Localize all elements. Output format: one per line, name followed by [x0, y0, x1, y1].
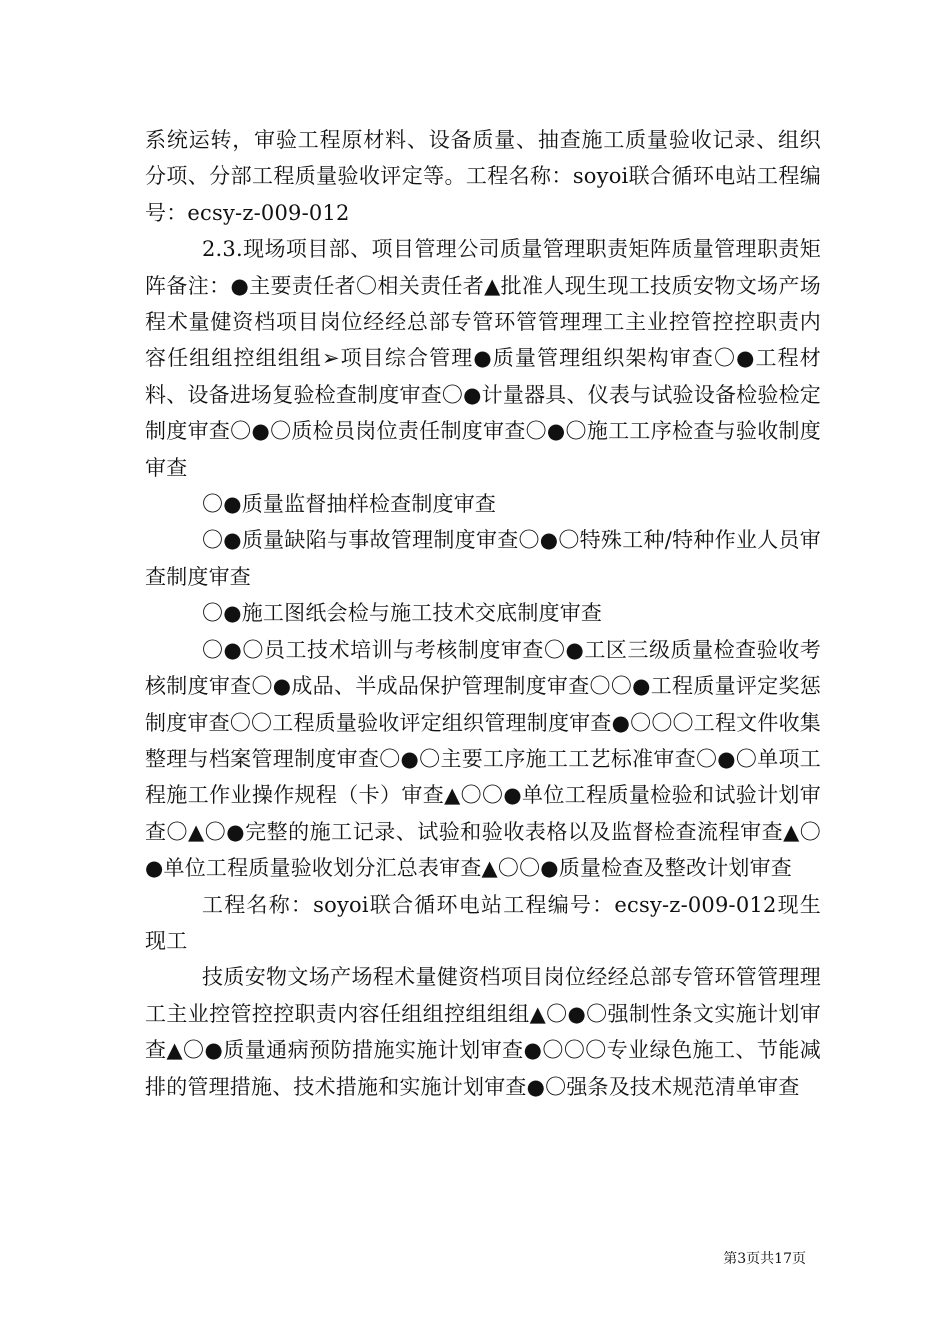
- paragraph-5: 〇●施工图纸会检与施工技术交底制度审查: [202, 601, 603, 626]
- paragraph-8: 技质安物文场产场程术量健资档项目岗位经经总部专管环管管理理工主业控管控控职责内容任组组控组组组▲〇●〇强制性条文实施计划审查▲〇●质量通病预防措施实施计划审查●〇〇〇专业绿色施工、节能减排的管理措施、技术措施和实施计划审查●〇强条及技术规范清单审查: [145, 965, 821, 1099]
- page-number: 第3页共17页: [723, 1251, 806, 1267]
- paragraph-1: 系统运转，审验工程原材料、设备质量、抽查施工质量验收记录、组织分项、分部工程质量验收评定等。工程名称：soyoi联合循环电站工程编号：ecsy-z-009-012: [145, 128, 821, 225]
- paragraph-2: 2.3.现场项目部、项目管理公司质量管理职责矩阵质量管理职责矩阵备注：●主要责任者〇相关责任者▲批准人现生现工技质安物文场产场程术量健资档项目岗位经经总部专管环管管理理工主业控管控控职责内容任组组控组组组➢项目综合管理●质量管理组织架构审查〇●工程材料、设备进场复验检查制度审查〇●计量器具、仪表与试验设备检验检定制度审查〇●〇质检员岗位责任制度审查〇●〇施工工序检查与验收制度审查: [145, 237, 821, 480]
- paragraph-6: 〇●〇员工技术培训与考核制度审查〇●工区三级质量检查验收考核制度审查〇●成品、半成品保护管理制度审查〇〇●工程质量评定奖惩制度审查〇〇工程质量验收评定组织管理制度审查●〇〇〇工程文件收集整理与档案管理制度审查〇●〇主要工序施工工艺标准审查〇●〇单项工程施工作业操作规程（卡）审查▲〇〇●单位工程质量检验和试验计划审查〇▲〇●完整的施工记录、试验和验收表格以及监督检查流程审查▲〇●单位工程质量验收划分汇总表审查▲〇〇●质量检查及整改计划审查: [145, 637, 821, 881]
- paragraph-3: 〇●质量监督抽样检查制度审查: [202, 492, 497, 517]
- paragraph-4: 〇●质量缺陷与事故管理制度审查〇●〇特殊工种/特种作业人员审查制度审查: [145, 528, 821, 589]
- paragraph-7: 工程名称：soyoi联合循环电站工程编号：ecsy-z-009-012现生现工: [145, 892, 821, 953]
- document-body: [145, 122, 821, 1105]
